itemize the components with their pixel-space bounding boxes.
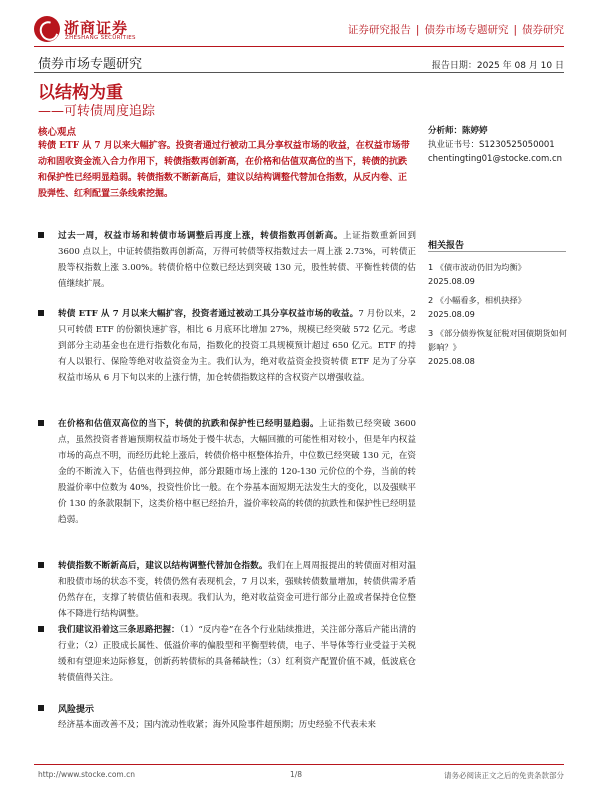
risk-heading-block (38, 702, 94, 715)
logo-emblem-icon (34, 16, 60, 42)
header-report-type: 证券研究报告 | 债券市场专题研究 | 债券研究 (347, 24, 564, 36)
paragraph-body: 我们在上周周报提出的转债面对相对温和股债市场的状态不变，转债仍然有表现机会，7 月以来，强赎转债数量增加，转债供需矛盾仍然存在，支撑了转债估值和表现。我们认为，绝对收益资金可进行部分止盈或者保持仓位整体不降进行结构调整。 (58, 561, 416, 619)
bullet-square-icon (38, 562, 44, 568)
paragraph-structure-adjust (38, 558, 416, 622)
nav-item-bond-topic: 债券市场专题研究 (424, 24, 509, 36)
paragraph-lead: 我们建议沿着这三条思路把握： (58, 625, 180, 635)
bullet-square-icon (38, 420, 44, 426)
footer-url[interactable]: http://www.stocke.com.cn (38, 770, 135, 779)
risk-heading: 风险提示 (58, 705, 95, 715)
company-logo (34, 14, 184, 46)
paragraph-body: 上证指数重新回到 3600 点以上，中证转债指数再创新高，万得可转债等权指数过去一周上涨 2.73%，可转债正股等权指数上涨 3.00%。转债价格中位数已经达到突破 130 元，股性转债、平衡性转债的估值继续扩展。 (58, 231, 416, 289)
bullet-square-icon (38, 626, 44, 632)
footer-page-number: 1/8 (290, 770, 303, 779)
nav-item-research-report: 证券研究报告 (347, 24, 411, 36)
paragraph-lead: 转债指数不断新高后，建议以结构调整代替加仓指数。 (58, 561, 268, 571)
footer-disclaimer: 请务必阅读正文之后的免责条款部分 (444, 771, 564, 780)
paragraph-body: 7 月份以来，2 只可转债 ETF 的份额快速扩容，相比 6 月底环比增加 27%，规模已经突破 572 亿元。考虑到部分主动基金也在进行指数化布局，指数化的投资工具规模预计超过 650 亿元。ETF 的持有人以银行、保险等绝对收益资金为主。我们认为，绝对收益资金投资转债 ETF 足为了分享权益市场从 6 月下旬以来的上涨行情，加仓转债指数这样的含权资产以增强收益。 (58, 309, 416, 383)
section-divider (34, 72, 564, 73)
logo-text: 浙商证券 (64, 19, 129, 37)
core-viewpoint-heading: 核心观点 (38, 127, 77, 138)
analyst-label: 分析师： (428, 126, 463, 136)
analyst-cert: 执业证书号：S1230525050001 (428, 140, 555, 150)
report-subtitle: ——可转债周度追踪 (38, 104, 156, 119)
related-report-title[interactable]: 3 《部分债券恢复征税对国债期货如何影响？》 (428, 328, 567, 352)
report-title: 以结构为重 (38, 83, 123, 103)
paragraph-lead: 过去一周，权益市场和转债市场调整后再度上涨，转债指数再创新高。 (58, 231, 344, 241)
paragraph-lead: 转债 ETF 从 7 月以来大幅扩容，投资者通过被动工具分享权益市场的收益。 (58, 309, 359, 319)
related-report-date: 2025.08.09 (428, 276, 475, 286)
paragraph-body: （1）“反内卷”在各个行业陆续推进，关注部分落后产能出清的行业；（2）正股成长属性、低溢价率的偏股型和平衡型转债，电子、半导体等行业受益于关税缓和有望迎来边际修复，创新药转债标的具备稀缺性；（3）红利资产配置价值不减，低波底仓转债值得关注。 (58, 625, 416, 683)
analyst-email[interactable]: chentingting01@stocke.com.cn (428, 154, 563, 164)
nav-item-bond-research: 债券研究 (522, 24, 564, 36)
core-viewpoint-text: 转债 ETF 从 7 月以来大幅扩容。投资者通过行被动工具分享权益市场的收益，在权益市场带动和固收资金流入合力作用下，转债指数再创新高，在价格和估值双高位的当下，转债的抗跌和保护性已经明显趋弱。转债指数不断新高后，建议以结构调整代替加仓指数，从反内卷、正股弹性、红利配置三条线索挖掘。 (38, 141, 410, 199)
footer-divider (34, 764, 564, 765)
analyst-info (428, 124, 568, 166)
logo-english-text: ZHESHANG SECURITIES (65, 35, 136, 41)
related-report-item[interactable] (428, 260, 568, 288)
paragraph-etf-expansion (38, 306, 416, 386)
bullet-square-icon (38, 232, 44, 238)
paragraph-body: 上证指数已经突破 3600 点，虽然投资者普遍预期权益市场处于慢牛状态，大幅回撤的可能性相对较小，但是年内权益市场的高点不明，而经历此轮上涨后，转债价格中枢整体抬升，中位数已经突破 130 元，在资金的不断流入下，估值也得到拉伸，部分跟随市场上涨的 120-130 元价位的个券，当前的转股溢价率中位数为 40%，投资性价比一般。在个券基本面短期无法发生大的变化，以及强赎平价 130 的条款限制下，这类价格中枢已经抬升，溢价率较高的转债的抗跌性和保护性已经明显趋弱。 (58, 419, 416, 525)
paragraph-valuation (38, 416, 416, 528)
header-divider (34, 46, 564, 47)
related-reports-list (428, 260, 568, 373)
related-report-item[interactable] (428, 293, 568, 321)
paragraph-weekly-market (38, 228, 416, 292)
paragraph-three-lines (38, 622, 416, 686)
related-report-title[interactable]: 2 《小幅看多，相机抉择》 (428, 295, 526, 305)
report-date: 报告日期：2025 年 08 月 10 日 (431, 61, 564, 71)
section-label: 债券市场专题研究 (38, 57, 143, 72)
related-report-date: 2025.08.08 (428, 356, 475, 366)
analyst-name: 陈婷婷 (462, 126, 488, 136)
related-divider (428, 251, 566, 252)
bullet-square-icon (38, 705, 44, 711)
related-reports-heading: 相关报告 (428, 241, 465, 251)
related-report-item[interactable] (428, 326, 568, 368)
risk-text: 经济基本面改善不及；国内流动性收紧；海外风险事件超预期；历史经验不代表未来 (58, 720, 376, 730)
bullet-square-icon (38, 310, 44, 316)
paragraph-lead: 在价格和估值双高位的当下，转债的抗跌和保护性已经明显趋弱。 (58, 419, 319, 429)
related-report-date: 2025.08.09 (428, 309, 475, 319)
related-report-title[interactable]: 1 《债市波动仍旧为均衡》 (428, 262, 526, 272)
